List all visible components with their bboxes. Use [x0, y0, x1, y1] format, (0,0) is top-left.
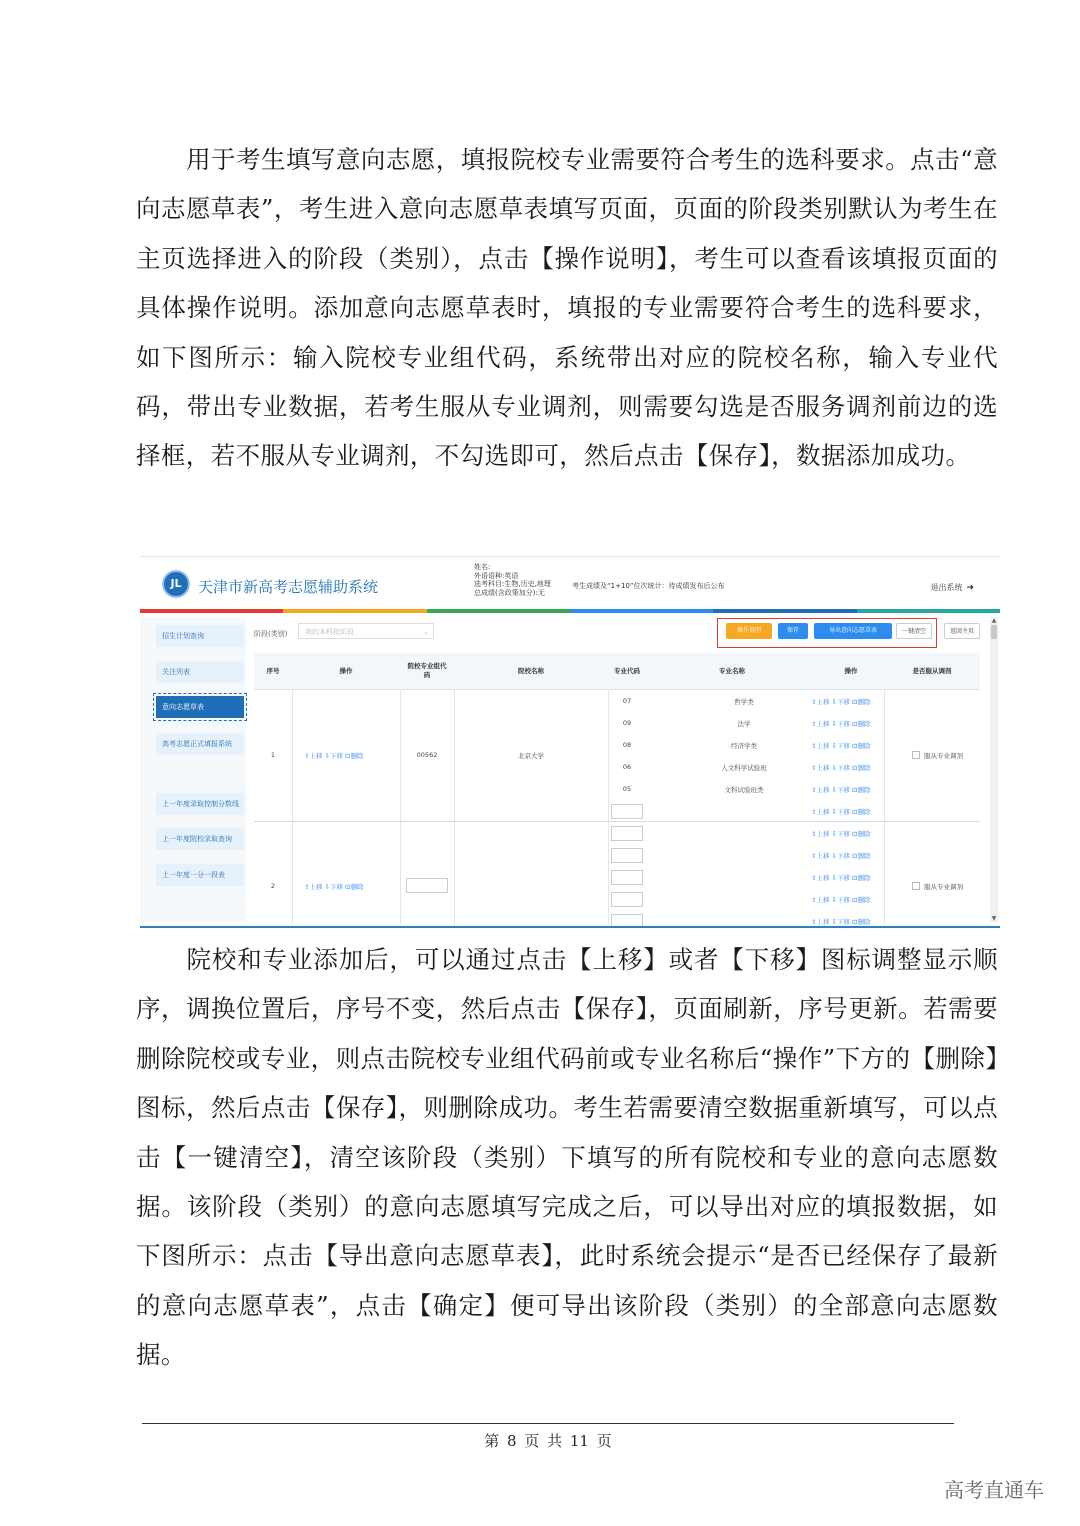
- home-button[interactable]: 返回主页: [944, 623, 980, 639]
- group-code: 00562: [416, 751, 438, 759]
- operation-paragraph-text: 院校和专业添加后，可以通过点击【上移】或者【下移】图标调整显示顺序，调换位置后，序号不变，然后点击【保存】，页面刷新，序号更新。若需要删除院校或专业，则点击院校专业组代码前或专业名称后“操作”下方的【删除】图标，然后点击【保存】，则删除成功。考生若需要清空数据重新填写，可以点击【一键清空】，清空该阶段（类别）下填写的所有院校和专业的意向志愿数据。该阶段（类别）的意向志愿填写完成之后，可以导出对应的填报数据，如下图所示：点击【导出意向志愿草表】，此时系统会提示“是否已经保存了最新的意向志愿草表”，点击【确定】便可导出该阶段（类别）的全部意向志愿数据。: [136, 945, 998, 1370]
- major-code: 07: [622, 697, 632, 705]
- adjust-checkbox[interactable]: [912, 882, 963, 891]
- major-row: [609, 801, 885, 823]
- major-ops[interactable]: ⇧上移 ⇩下移 ⊡删除: [811, 830, 871, 838]
- group-index: 2: [270, 882, 276, 890]
- major-code-input[interactable]: [611, 848, 643, 863]
- color-bar: [140, 609, 1000, 613]
- app-header: [140, 557, 1000, 609]
- header-ops: 操作: [339, 666, 353, 675]
- stage-placeholder: 我的本科批阶段: [305, 628, 354, 636]
- color-bar-segment: [570, 609, 713, 613]
- major-code: 06: [622, 763, 632, 771]
- major-code-input[interactable]: [611, 870, 643, 885]
- info-line: 选考科目:生物,历史,地理: [474, 580, 551, 588]
- divider: [292, 689, 293, 925]
- major-row: [609, 867, 885, 889]
- chevron-down-icon: ⌄: [423, 628, 429, 636]
- major-code: 08: [622, 741, 632, 749]
- major-code-input[interactable]: [611, 804, 643, 819]
- logout-label: 退出系统: [930, 583, 963, 592]
- info-line: 姓名:: [474, 563, 491, 571]
- major-name: 哲学类: [734, 698, 754, 706]
- scroll-thumb[interactable]: [991, 625, 997, 639]
- major-ops[interactable]: ⇧上移 ⇩下移 ⊡删除: [811, 742, 871, 750]
- major-ops[interactable]: ⇧上移 ⇩下移 ⊡删除: [811, 786, 871, 794]
- header-major-code: 专业代码: [614, 666, 640, 675]
- draft-table: [254, 653, 980, 925]
- group-code-input[interactable]: [406, 878, 448, 893]
- major-row: [609, 757, 885, 779]
- major-ops[interactable]: ⇧上移 ⇩下移 ⊡删除: [811, 764, 871, 772]
- scrollbar[interactable]: [990, 617, 998, 922]
- logout-button[interactable]: [930, 582, 974, 593]
- system-title: 天津市新高考志愿辅助系统: [198, 578, 379, 596]
- group-school: 北京大学: [518, 752, 544, 760]
- major-ops[interactable]: ⇧上移 ⇩下移 ⊡删除: [811, 896, 871, 904]
- major-row: [609, 845, 885, 867]
- major-ops[interactable]: ⇧上移 ⇩下移 ⊡删除: [811, 852, 871, 860]
- adjust-label: 服从专业调剂: [924, 752, 963, 760]
- table-header: [254, 653, 980, 690]
- info-line: 总成绩(含政策加分):无: [474, 588, 545, 597]
- group-index: 1: [270, 751, 276, 759]
- adjust-label: 服从专业调剂: [924, 883, 963, 891]
- checkbox-icon: [912, 751, 920, 759]
- major-code: 05: [622, 785, 632, 793]
- scroll-down-icon[interactable]: ▼: [991, 915, 997, 922]
- header-major-ops: 操作: [844, 666, 858, 675]
- logo-icon: JL: [162, 570, 190, 598]
- major-ops[interactable]: ⇧上移 ⇩下移 ⊡删除: [811, 918, 871, 926]
- divider: [454, 689, 455, 925]
- major-ops[interactable]: ⇧上移 ⇩下移 ⊡删除: [811, 720, 871, 728]
- color-bar-segment: [713, 609, 856, 613]
- header-group-code: 院校专业组代码: [407, 662, 447, 679]
- major-ops[interactable]: ⇧上移 ⇩下移 ⊡删除: [811, 874, 871, 882]
- clear-button[interactable]: 一键清空: [896, 623, 932, 639]
- sidebar: [140, 617, 246, 922]
- adjust-checkbox[interactable]: [912, 751, 963, 760]
- major-row: [609, 889, 885, 911]
- major-row: [609, 713, 885, 735]
- exit-arrow-icon: ➜: [966, 583, 974, 593]
- divider: [400, 689, 401, 925]
- checkbox-icon: [912, 882, 920, 890]
- stage-select[interactable]: [298, 623, 434, 639]
- sidebar-item-score-table[interactable]: 上一年度一分一段表: [156, 864, 244, 886]
- student-info: [474, 563, 551, 597]
- group-ops[interactable]: ⇧上移 ⇩下移 ⊡删除: [304, 752, 364, 760]
- major-row: [609, 911, 885, 928]
- footer-divider: [142, 1423, 954, 1424]
- color-bar-segment: [140, 609, 283, 613]
- sidebar-item-control-line[interactable]: 上一年度录取控制分数线: [156, 793, 244, 815]
- sidebar-item-follow[interactable]: 关注列表: [156, 661, 244, 683]
- sidebar-item-draft[interactable]: 意向志愿草表: [156, 696, 244, 718]
- sidebar-item-plan[interactable]: 招生计划查询: [156, 625, 244, 647]
- page-number: 第 8 页 共 11 页: [484, 1432, 612, 1450]
- group-ops[interactable]: ⇧上移 ⇩下移 ⊡删除: [304, 883, 364, 891]
- export-button[interactable]: 导出意向志愿草表: [814, 623, 892, 639]
- major-name: 经济学类: [731, 742, 757, 750]
- info-line: 外语语种:英语: [474, 571, 519, 580]
- major-row: [609, 779, 885, 801]
- major-ops[interactable]: ⇧上移 ⇩下移 ⊡删除: [811, 698, 871, 706]
- header-school: 院校名称: [518, 666, 544, 675]
- major-code-input[interactable]: [611, 892, 643, 907]
- stage-label: 阶段(类别): [254, 630, 288, 638]
- major-row: [609, 691, 885, 713]
- major-row: [609, 823, 885, 845]
- save-button[interactable]: 保存: [778, 623, 808, 639]
- header-index: 序号: [266, 666, 280, 675]
- major-row: [609, 735, 885, 757]
- intro-paragraph-text: 用于考生填写意向志愿，填报院校专业需要符合考生的选科要求。点击“意向志愿草表”，考生进入意向志愿草表填写页面，页面的阶段类别默认为考生在主页选择进入的阶段（类别），点击【操作说明】，考生可以查看该填报页面的具体操作说明。添加意向志愿草表时，填报的专业需要符合考生的选科要求，如下图所示：输入院校专业组代码，系统带出对应的院校名称，输入专业代码，带出专业数据，若考生服从专业调剂，则需要勾选是否服务调剂前边的选择框，若不服从专业调剂，不勾选即可，然后点击【保存】，数据添加成功。: [136, 145, 998, 471]
- watermark: 高考直通车: [944, 1478, 1044, 1502]
- help-button[interactable]: 操作说明: [726, 623, 772, 639]
- major-name: 法学: [737, 720, 751, 728]
- major-code-input[interactable]: [611, 914, 643, 928]
- scroll-up-icon[interactable]: ▲: [991, 617, 997, 624]
- major-code: 09: [622, 719, 632, 727]
- color-bar-segment: [857, 609, 1000, 613]
- operation-paragraph: [136, 935, 998, 1380]
- header-major-name: 专业名称: [719, 666, 745, 675]
- major-ops[interactable]: ⇧上移 ⇩下移 ⊡删除: [811, 808, 871, 816]
- score-note: 考生成绩及“1+10”位次统计：待成绩发布后公布: [572, 582, 725, 590]
- major-name: 文科试验班类: [724, 786, 764, 794]
- major-name: 人文科学试验班: [721, 764, 767, 772]
- header-adjust: 是否服从调剂: [912, 666, 952, 675]
- color-bar-segment: [427, 609, 570, 613]
- color-bar-segment: [283, 609, 426, 613]
- major-code-input[interactable]: [611, 826, 643, 841]
- sidebar-item-official[interactable]: 高考志愿正式填报系统: [156, 733, 244, 755]
- intro-paragraph: [136, 135, 998, 481]
- system-screenshot: [140, 556, 1000, 928]
- sidebar-item-admission[interactable]: 上一年度院校录取查询: [156, 828, 244, 850]
